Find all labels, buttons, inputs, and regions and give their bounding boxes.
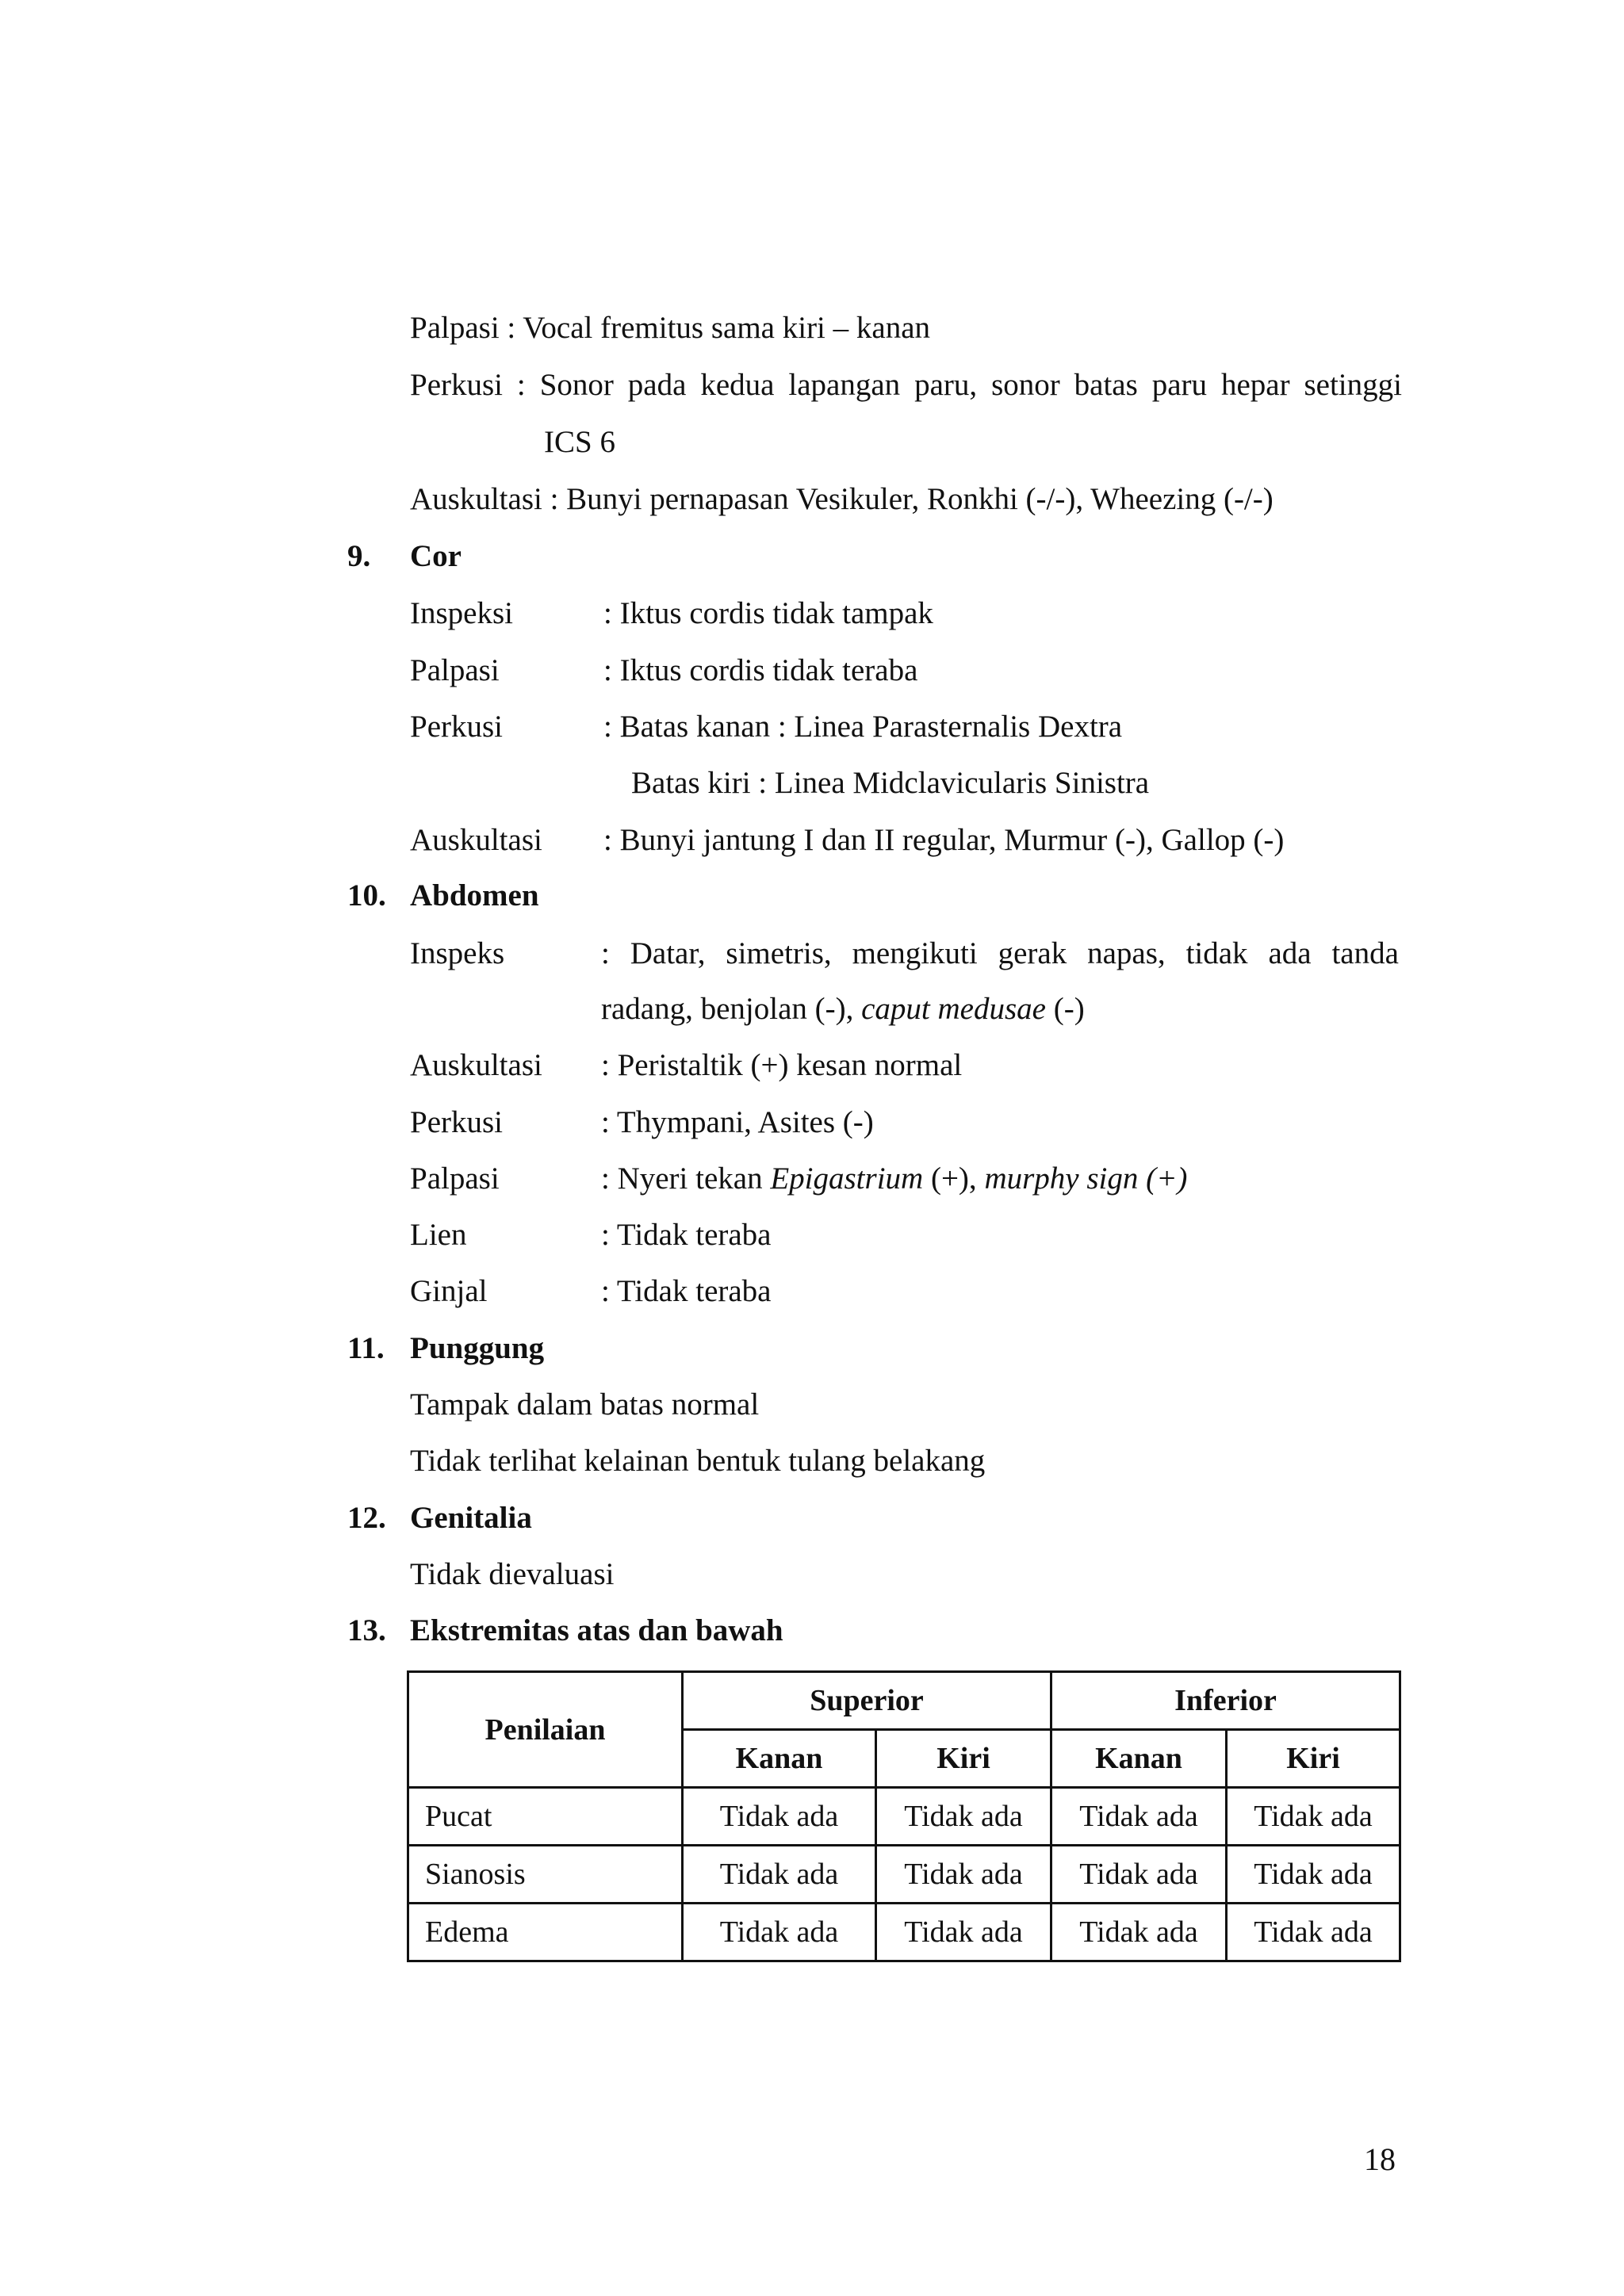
paru-perkusi-line [410,369,1402,400]
cor-label: Inspeksi [410,596,513,630]
row-label: Edema [408,1904,683,1961]
cor-value: : Iktus cordis tidak tampak [603,596,933,630]
section-number-cor: 9. [347,539,371,573]
table-cell: Tidak ada [1227,1788,1400,1846]
punggung-line: Tidak terlihat kelainan bentuk tulang belakang [410,1444,986,1478]
text: radang, benjolan (-), [601,992,862,1026]
abdomen-inspeks-continuation [601,993,1085,1024]
table-cell: Tidak ada [876,1788,1051,1846]
table-cell: Tidak ada [1051,1904,1227,1961]
word: Sonor [539,368,614,402]
table-header-row [408,1672,1400,1730]
word: tidak [1185,936,1248,970]
word: setinggi [1304,368,1402,402]
header-inferior: Inferior [1051,1672,1400,1730]
table-cell: Tidak ada [1227,1904,1400,1961]
word: lapangan [788,368,901,402]
section-number-ekstremitas: 13. [347,1613,386,1647]
abdomen-value: : Tidak teraba [601,1218,772,1252]
cor-value: : Batas kanan : Linea Parasternalis Dextra [603,710,1123,744]
genitalia-line: Tidak dievaluasi [410,1557,615,1591]
table-cell: Tidak ada [876,1904,1051,1961]
subheader-kiri: Kiri [1227,1730,1400,1788]
abdomen-label: Auskultasi [410,1048,542,1082]
header-penilaian: Penilaian [408,1672,683,1788]
word: pada [627,368,687,402]
row-label: Pucat [408,1788,683,1846]
word: sonor [991,368,1060,402]
table-cell: Tidak ada [683,1788,876,1846]
word: kedua [700,368,775,402]
cor-label: Palpasi [410,653,500,687]
abdomen-label: Palpasi [410,1161,500,1196]
subheader-kanan: Kanan [1051,1730,1227,1788]
italic-term: caput medusae [861,992,1046,1026]
subheader-kiri: Kiri [876,1730,1051,1788]
abdomen-inspeks-value [601,938,1399,969]
word: paru [1151,368,1208,402]
cor-label: Auskultasi [410,823,542,857]
word: simetris, [726,936,832,970]
section-number-abdomen: 10. [347,878,386,913]
paru-auskultasi-line: Auskultasi : Bunyi pernapasan Vesikuler, Ronkhi (-/-), Wheezing (-/-) [410,482,1274,516]
section-number-genitalia: 12. [347,1501,386,1535]
table-cell: Tidak ada [1051,1846,1227,1904]
section-heading-cor: Cor [410,539,462,573]
word: Datar, [630,936,706,970]
word: mengikuti [852,936,978,970]
table-cell: Tidak ada [1051,1788,1227,1846]
word: Perkusi [410,368,503,402]
abdomen-value: : Tidak teraba [601,1274,772,1308]
abdomen-value: : Thympani, Asites (-) [601,1105,874,1139]
section-heading-genitalia: Genitalia [410,1501,532,1535]
abdomen-label: Ginjal [410,1274,488,1308]
cor-label: Perkusi [410,710,503,744]
italic-term: Epigastrium [770,1161,924,1196]
word: tanda [1331,936,1399,970]
punggung-line: Tampak dalam batas normal [410,1387,760,1422]
text: (-) [1045,992,1085,1026]
word: : [516,368,526,402]
section-heading-ekstremitas: Ekstremitas atas dan bawah [410,1613,783,1647]
abdomen-value: : Peristaltik (+) kesan normal [601,1048,963,1082]
paru-palpasi-line: Palpasi : Vocal fremitus sama kiri – kanan [410,311,931,345]
text: : Nyeri tekan [601,1161,771,1196]
word: gerak [998,936,1067,970]
section-heading-punggung: Punggung [410,1331,545,1365]
table-cell: Tidak ada [1227,1846,1400,1904]
word: paru, [914,368,978,402]
subheader-kanan: Kanan [683,1730,876,1788]
abdomen-label: Lien [410,1218,467,1252]
italic-term: murphy sign (+) [984,1161,1188,1196]
header-superior: Superior [683,1672,1051,1730]
table-row [408,1904,1400,1961]
row-label: Sianosis [408,1846,683,1904]
section-heading-abdomen: Abdomen [410,878,539,913]
paru-perkusi-continuation: ICS 6 [544,425,615,459]
table-row [408,1788,1400,1846]
word: napas, [1087,936,1166,970]
word: : [601,936,610,970]
cor-value: Batas kiri : Linea Midclavicularis Sinistra [631,766,1150,800]
word: hepar [1220,368,1290,402]
table-cell: Tidak ada [683,1904,876,1961]
abdomen-palpasi-value [601,1163,1187,1194]
table-row [408,1846,1400,1904]
word: batas [1074,368,1138,402]
section-number-punggung: 11. [347,1331,385,1365]
cor-value: : Bunyi jantung I dan II regular, Murmur (-), Gallop (-) [603,823,1285,857]
text: (+), [923,1161,985,1196]
cor-value: : Iktus cordis tidak teraba [603,653,918,687]
table-cell: Tidak ada [876,1846,1051,1904]
word: ada [1268,936,1312,970]
abdomen-label: Perkusi [410,1105,503,1139]
ekstremitas-table [407,1670,1401,1962]
abdomen-label: Inspeks [410,936,505,970]
table-cell: Tidak ada [683,1846,876,1904]
page-number: 18 [1364,2141,1396,2177]
